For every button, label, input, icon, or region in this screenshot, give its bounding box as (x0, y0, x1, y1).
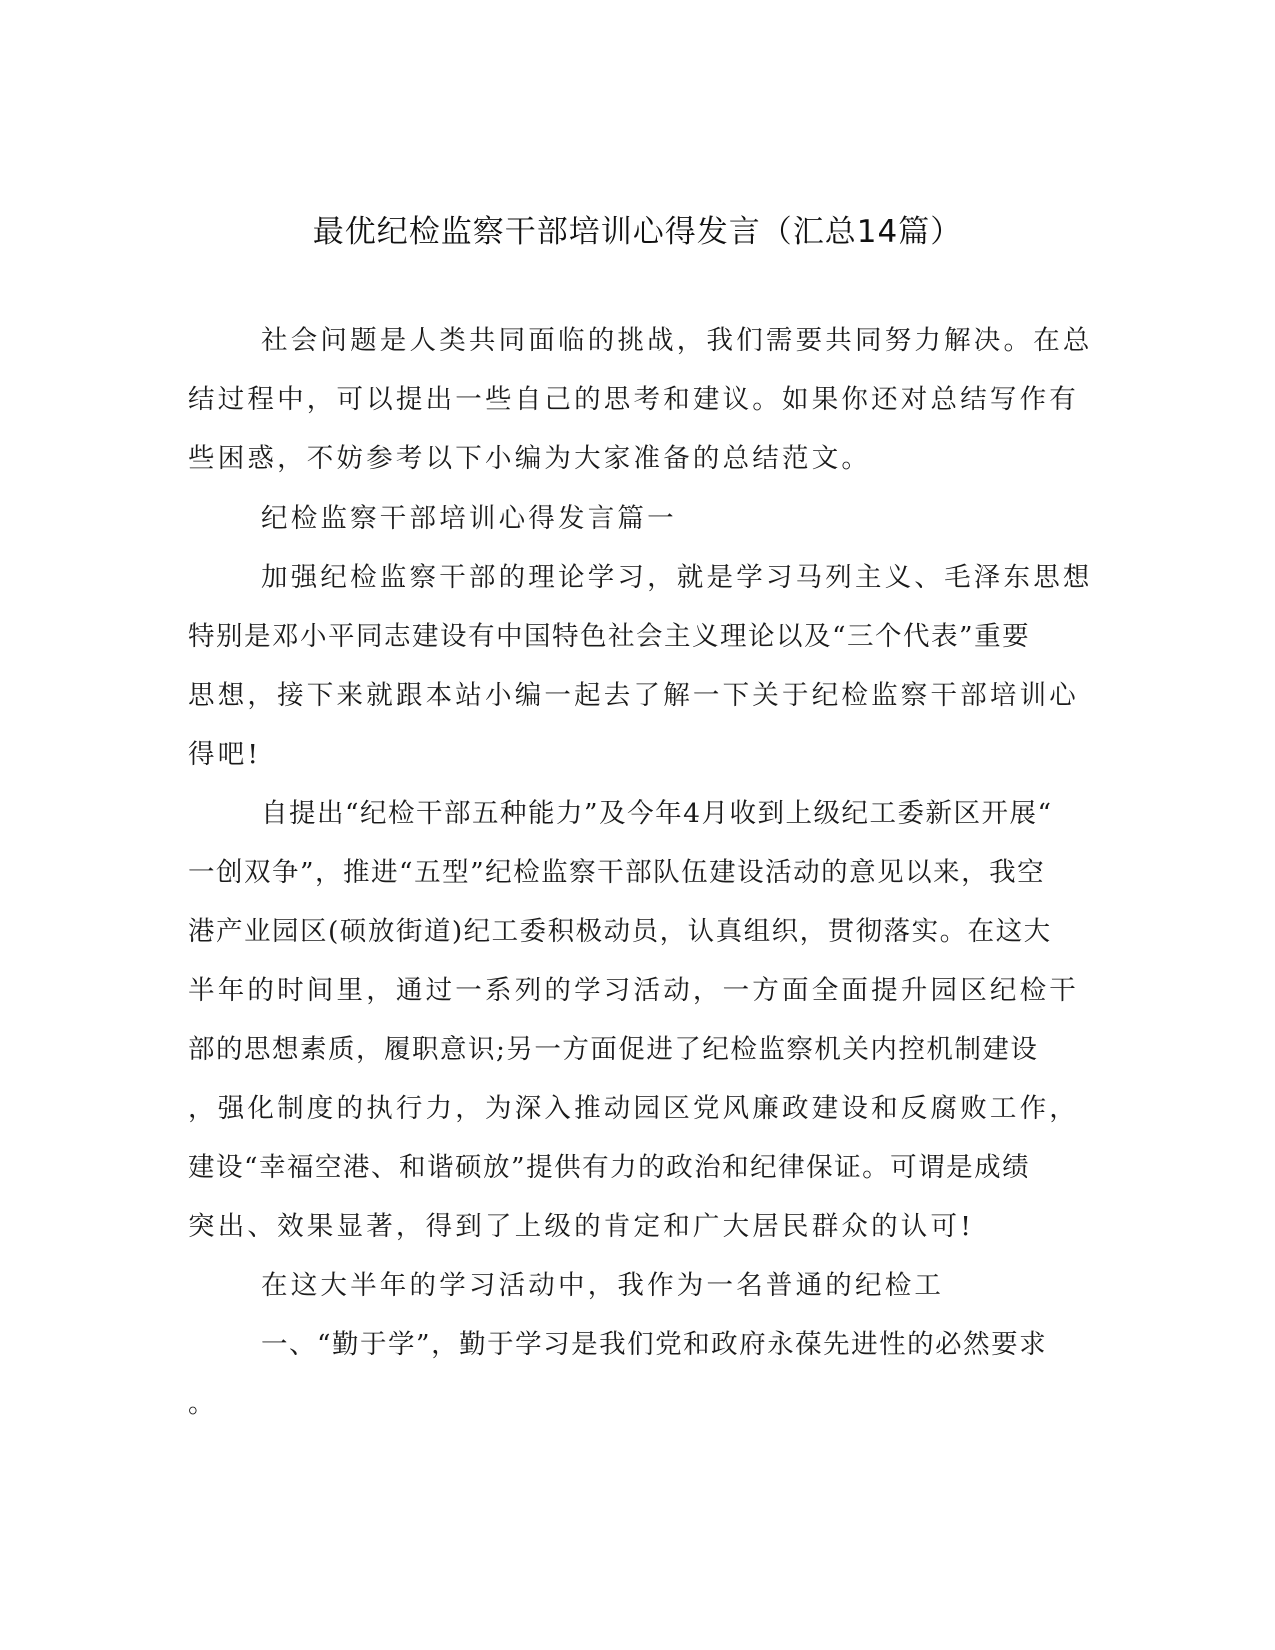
paragraph-line: 突出、效果显著，得到了上级的肯定和广大居民群众的认可! (188, 1211, 975, 1242)
paragraph-line: 一、“勤于学”，勤于学习是我们党和政府永葆先进性的必然要求 (261, 1329, 1048, 1360)
section-heading: 纪检监察干部培训心得发言篇一 (261, 503, 677, 534)
paragraph-line: 自提出“纪检干部五种能力”及今年4月收到上级纪工委新区开展“ (261, 798, 1053, 829)
paragraph-line: 在这大半年的学习活动中，我作为一名普通的纪检工 (261, 1270, 945, 1301)
paragraph-line: 思想，接下来就跟本站小编一起去了解一下关于纪检监察干部培训心 (188, 680, 1079, 711)
paragraph-line: 结过程中，可以提出一些自己的思考和建议。如果你还对总结写作有 (188, 384, 1079, 415)
document-title: 最优纪检监察干部培训心得发言（汇总14篇） (312, 214, 963, 250)
paragraph-line: 港产业园区(硕放街道)纪工委积极动员，认真组织，贯彻落实。在这大 (188, 916, 1052, 947)
paragraph-line: 。 (188, 1388, 215, 1419)
paragraph-line: 些困惑，不妨参考以下小编为大家准备的总结范文。 (188, 443, 872, 474)
paragraph-line: ，强化制度的执行力，为深入推动园区党风廉政建设和反腐败工作， (188, 1093, 1079, 1124)
paragraph-line: 特别是邓小平同志建设有中国特色社会主义理论以及“三个代表”重要 (188, 621, 1031, 652)
paragraph-line: 加强纪检监察干部的理论学习，就是学习马列主义、毛泽东思想 (261, 562, 1093, 593)
paragraph-line: 部的思想素质，履职意识;另一方面促进了纪检监察机关内控机制建设 (188, 1034, 1039, 1065)
paragraph-line: 社会问题是人类共同面临的挑战，我们需要共同努力解决。在总 (261, 325, 1093, 356)
paragraph-line: 半年的时间里，通过一系列的学习活动，一方面全面提升园区纪检干 (188, 975, 1079, 1006)
paragraph-line: 一创双争”，推进“五型”纪检监察干部队伍建设活动的意见以来，我空 (188, 857, 1046, 888)
paragraph-line: 得吧! (188, 739, 262, 770)
paragraph-line: 建设“幸福空港、和谐硕放”提供有力的政治和纪律保证。可谓是成绩 (188, 1152, 1031, 1183)
